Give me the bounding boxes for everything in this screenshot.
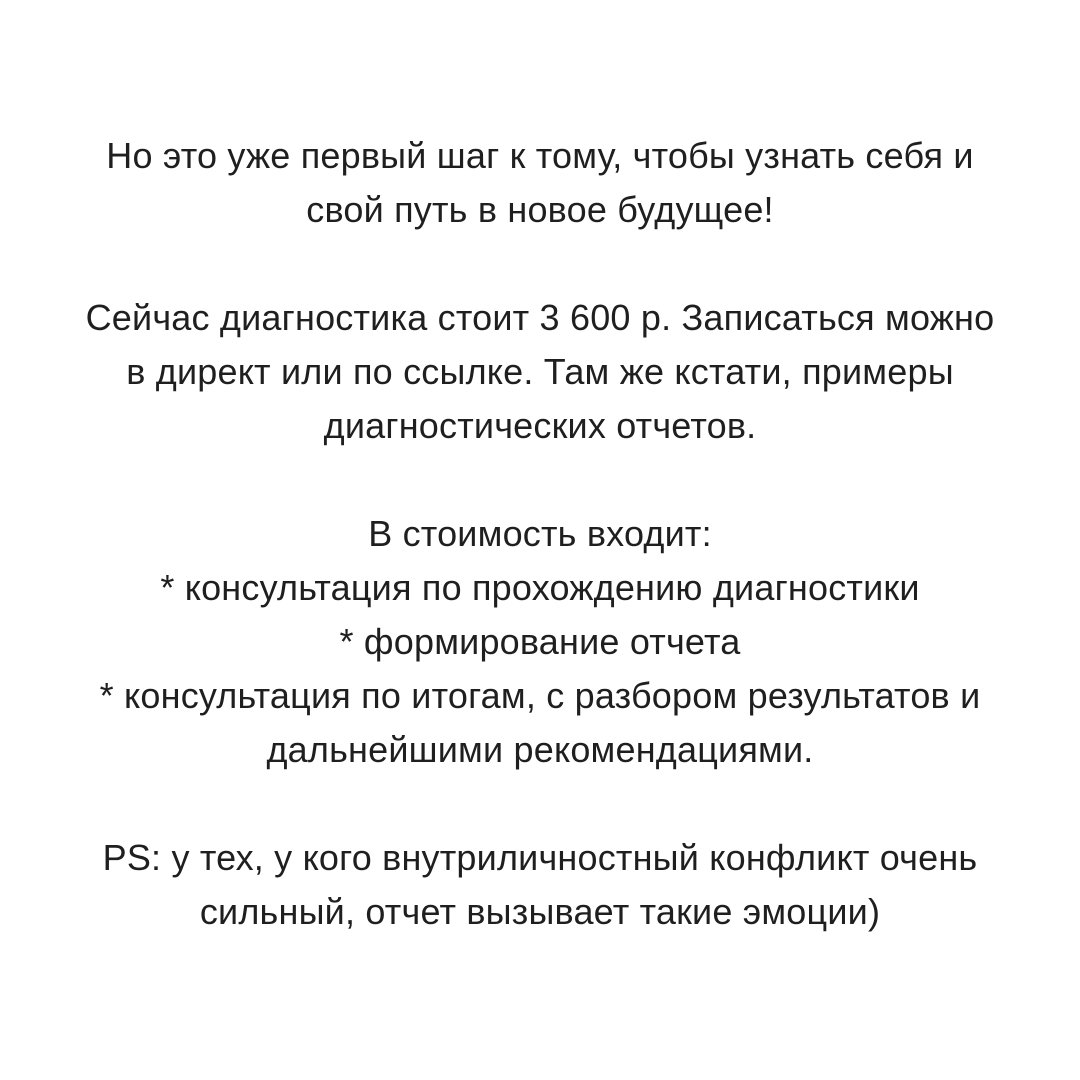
- price-line-2: в директ или по ссылке. Там же кстати, примеры: [126, 351, 954, 392]
- includes-item-followup-line-1: * консультация по итогам, с разбором результатов и: [99, 675, 981, 716]
- includes-item-followup-line-2: дальнейшими рекомендациями.: [266, 729, 814, 770]
- ps-line-1: PS: у тех, у кого внутриличностный конфликт очень: [102, 837, 978, 878]
- intro-line-1: Но это уже первый шаг к тому, чтобы узнать себя и: [106, 135, 974, 176]
- includes-heading: В стоимость входит:: [368, 513, 712, 554]
- intro-line-2: свой путь в новое будущее!: [306, 189, 774, 230]
- ps-line-2: сильный, отчет вызывает такие эмоции): [199, 891, 881, 932]
- price-line-3: диагностических отчетов.: [323, 405, 757, 446]
- price-line-1: Сейчас диагностика стоит 3 600 р. Записаться можно: [85, 297, 995, 338]
- includes-item-report: * формирование отчета: [339, 621, 741, 662]
- includes-item-consultation: * консультация по прохождению диагностики: [160, 567, 920, 608]
